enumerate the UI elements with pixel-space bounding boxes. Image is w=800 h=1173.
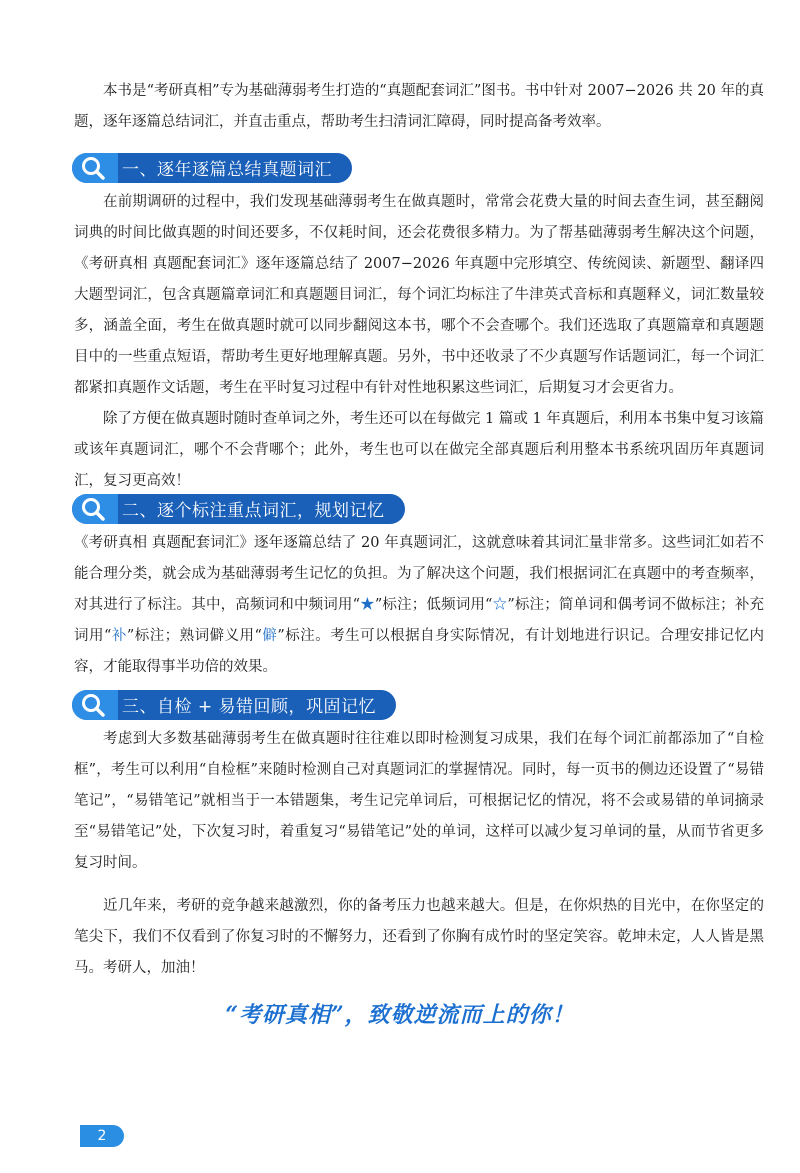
- rare-meaning-mark: 僻: [261, 628, 278, 644]
- supplement-mark: 补: [111, 628, 127, 644]
- section1-paragraph-2: 除了方便在做真题时随时查单词之外，考生还可以在每做完 1 篇或 1 年真题后，利用本书集中复习该篇或该年真题词汇，哪个不会背哪个；此外，考生也可以在做完全部真题后利用整本书系统巩固历年真题词汇，复习更高效！: [74, 411, 764, 489]
- section-heading-3: [72, 689, 396, 720]
- closing-slogan: “考研真相”，致敬逆流而上的你！: [225, 1002, 575, 1028]
- magnifier-icon: [80, 692, 106, 718]
- page-number: 2: [80, 1125, 124, 1147]
- section2-text-a: 《考研真相 真题配套词汇》逐年逐篇总结了 20 年真题词汇，这就意味着其词汇量非常多。这些词汇如若不能合理分类，就会成为基础薄弱考生记忆的负担。为了解决这个问题，我们根据词汇在真题中的考查频率，对其进行了标注。其中，高频词和中频词用“: [74, 535, 764, 613]
- intro-paragraph: 本书是“考研真相”专为基础薄弱考生打造的“真题配套词汇”图书。书中针对 2007−2026 共 20 年的真题，逐年逐篇总结词汇，并直击重点，帮助考生扫清词汇障碍，同时提高备考效率。: [74, 83, 764, 130]
- low-frequency-star-mark: ☆: [492, 597, 508, 613]
- section2-text-e: ”标注。考生可以根据自身实际情况，有计划地进行识记。合理安排记忆内容，才能取得事半功倍的效果。: [74, 628, 765, 675]
- section2-text-d: ”标注；熟词僻义用“: [126, 628, 262, 644]
- section-heading-2: [72, 493, 405, 524]
- section-heading-1-label: 一、逐年逐篇总结真题词汇: [72, 153, 352, 183]
- section2-text-b: ”标注；低频词用“: [374, 597, 493, 613]
- high-frequency-star-mark: ★: [360, 597, 375, 613]
- section2-paragraph: [74, 528, 764, 683]
- section-heading-1: [72, 152, 352, 183]
- magnifier-icon: [80, 155, 106, 181]
- closing-paragraph: 近几年来，考研的竞争越来越激烈，你的备考压力也越来越大。但是，在你炽热的目光中，在你坚定的笔尖下，我们不仅看到了你复习时的不懈努力，还看到了你胸有成竹时的坚定笑容。乾坤未定，人人皆是黑马。考研人，加油！: [74, 898, 764, 976]
- magnifier-icon: [80, 496, 106, 522]
- section-heading-3-label: 三、自检 + 易错回顾，巩固记忆: [72, 690, 396, 720]
- section2-text-c: ”标注；简单词和偶考词不做标注；补充词用“: [74, 597, 764, 644]
- section3-paragraph: 考虑到大多数基础薄弱考生在做真题时往往难以即时检测复习成果，我们在每个词汇前都添加了“自检框”，考生可以利用“自检框”来随时检测自己对真题词汇的掌握情况。同时，每一页书的侧边还设置了“易错笔记”，“易错笔记”就相当于一本错题集，考生记完单词后，可根据记忆的情况，将不会或易错的单词摘录至“易错笔记”处，下次复习时，着重复习“易错笔记”处的单词，这样可以减少复习单词的量，从而节省更多复习时间。: [74, 731, 765, 871]
- section1-paragraph-1: 在前期调研的过程中，我们发现基础薄弱考生在做真题时，常常会花费大量的时间去查生词，甚至翻阅词典的时间比做真题的时间还要多，不仅耗时间，还会花费很多精力。为了帮基础薄弱考生解决这个问题，《考研真相 真题配套词汇》逐年逐篇总结了 2007−2026 年真题中完形填空、传统阅读、新题型、翻译四大题型词汇，包含真题篇章词汇和真题题目词汇，每个词汇均标注了牛津英式音标和真题释义，词汇数量较多，涵盖全面，考生在做真题时就可以同步翻阅这本书，哪个不会查哪个。我们还选取了真题篇章和真题题目中的一些重点短语，帮助考生更好地理解真题。另外，书中还收录了不少真题写作话题词汇，每一个词汇都紧扣真题作文话题，考生在平时复习过程中有针对性地积累这些词汇，后期复习才会更省力。: [74, 194, 764, 396]
- section-heading-2-label: 二、逐个标注重点词汇，规划记忆: [72, 494, 405, 524]
